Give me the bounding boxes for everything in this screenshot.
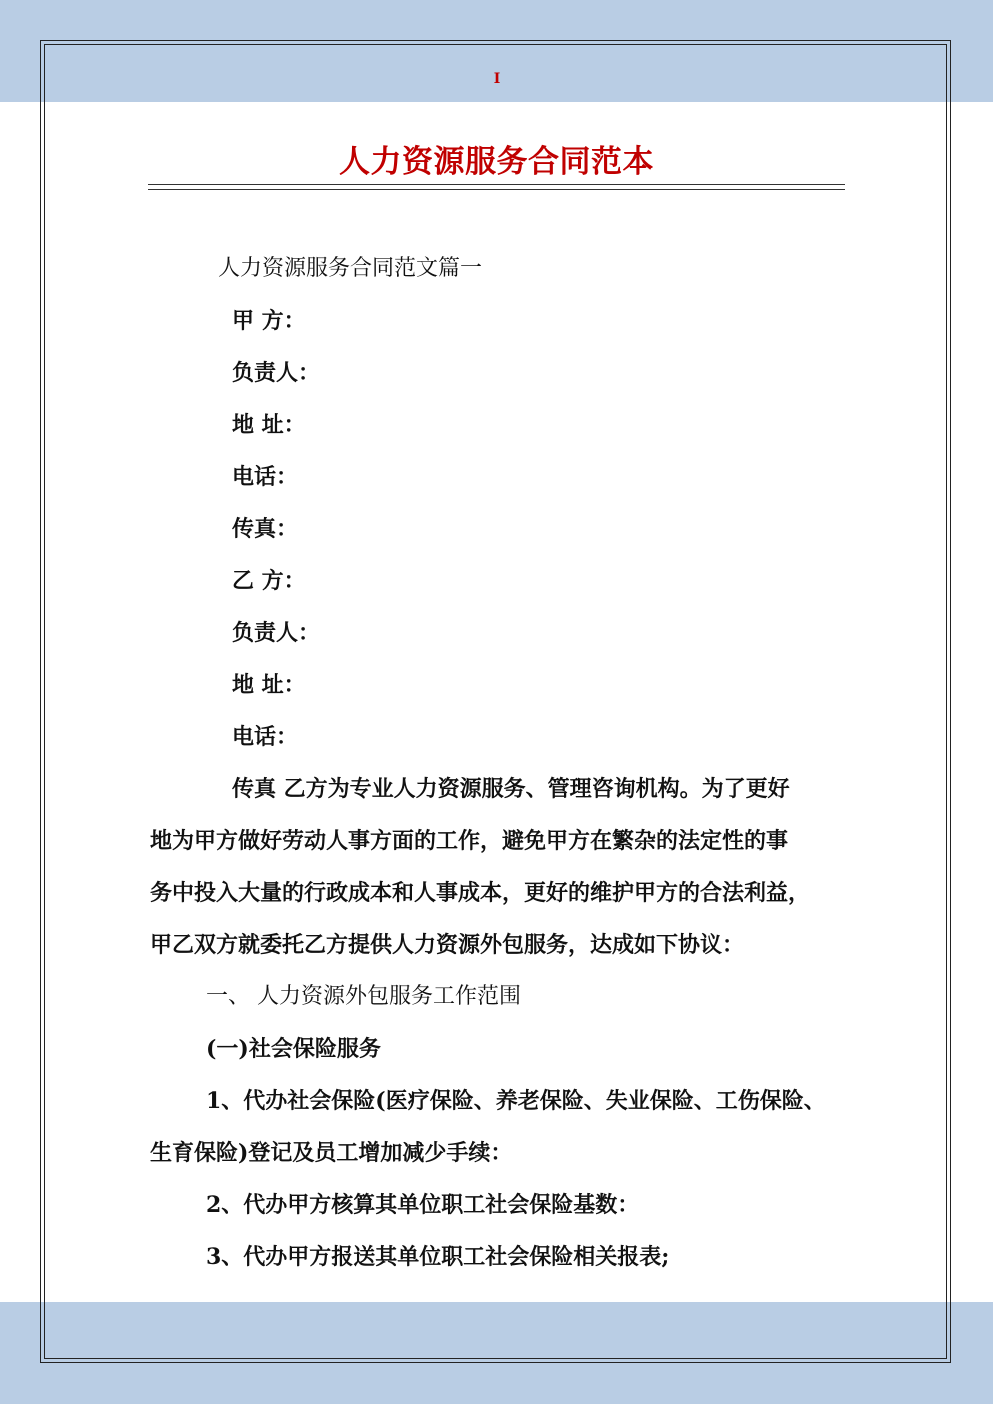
- party-b-phone-label: 电话：: [232, 724, 299, 750]
- party-a-leader-label: 负责人：: [232, 360, 321, 386]
- party-a-phone-label: 电话：: [232, 464, 299, 490]
- party-b-label: 乙 方：: [232, 568, 306, 594]
- section-heading: 一、 人力资源外包服务工作范围: [206, 984, 521, 1009]
- party-b-address-label: 地 址：: [232, 672, 306, 698]
- paragraph-line: 地为甲方做好劳动人事方面的工作，避免甲方在繁杂的法定性的事: [150, 828, 789, 854]
- paragraph-line: 甲乙双方就委托乙方提供人力资源外包服务，达成如下协议：: [150, 932, 745, 958]
- party-a-address-label: 地 址：: [232, 412, 306, 438]
- paragraph-line: 传真 乙方为专业人力资源服务、管理咨询机构。为了更好: [232, 776, 790, 802]
- party-b-leader-label: 负责人：: [232, 620, 321, 646]
- party-a-label: 甲 方：: [232, 308, 306, 334]
- party-a-fax-label: 传真：: [232, 516, 299, 542]
- subsection-heading: (一)社会保险服务: [206, 1036, 381, 1062]
- title-rule-thick: [148, 184, 845, 185]
- list-item-continuation: 生育保险)登记及员工增加减少手续：: [150, 1140, 513, 1166]
- document-subheading: 人力资源服务合同范文篇一: [218, 256, 483, 281]
- list-item: 2、代办甲方核算其单位职工社会保险基数：: [206, 1192, 640, 1218]
- list-item: 3、代办甲方报送其单位职工社会保险相关报表;: [206, 1244, 670, 1270]
- paragraph-line: 务中投入大量的行政成本和人事成本，更好的维护甲方的合法利益，: [150, 880, 811, 906]
- list-item: 1、代办社会保险(医疗保险、养老保险、失业保险、工伤保险、: [206, 1088, 826, 1114]
- header-mark: I: [493, 71, 501, 87]
- document-title: 人力资源服务合同范本: [339, 144, 654, 180]
- title-rule-thin: [148, 189, 845, 190]
